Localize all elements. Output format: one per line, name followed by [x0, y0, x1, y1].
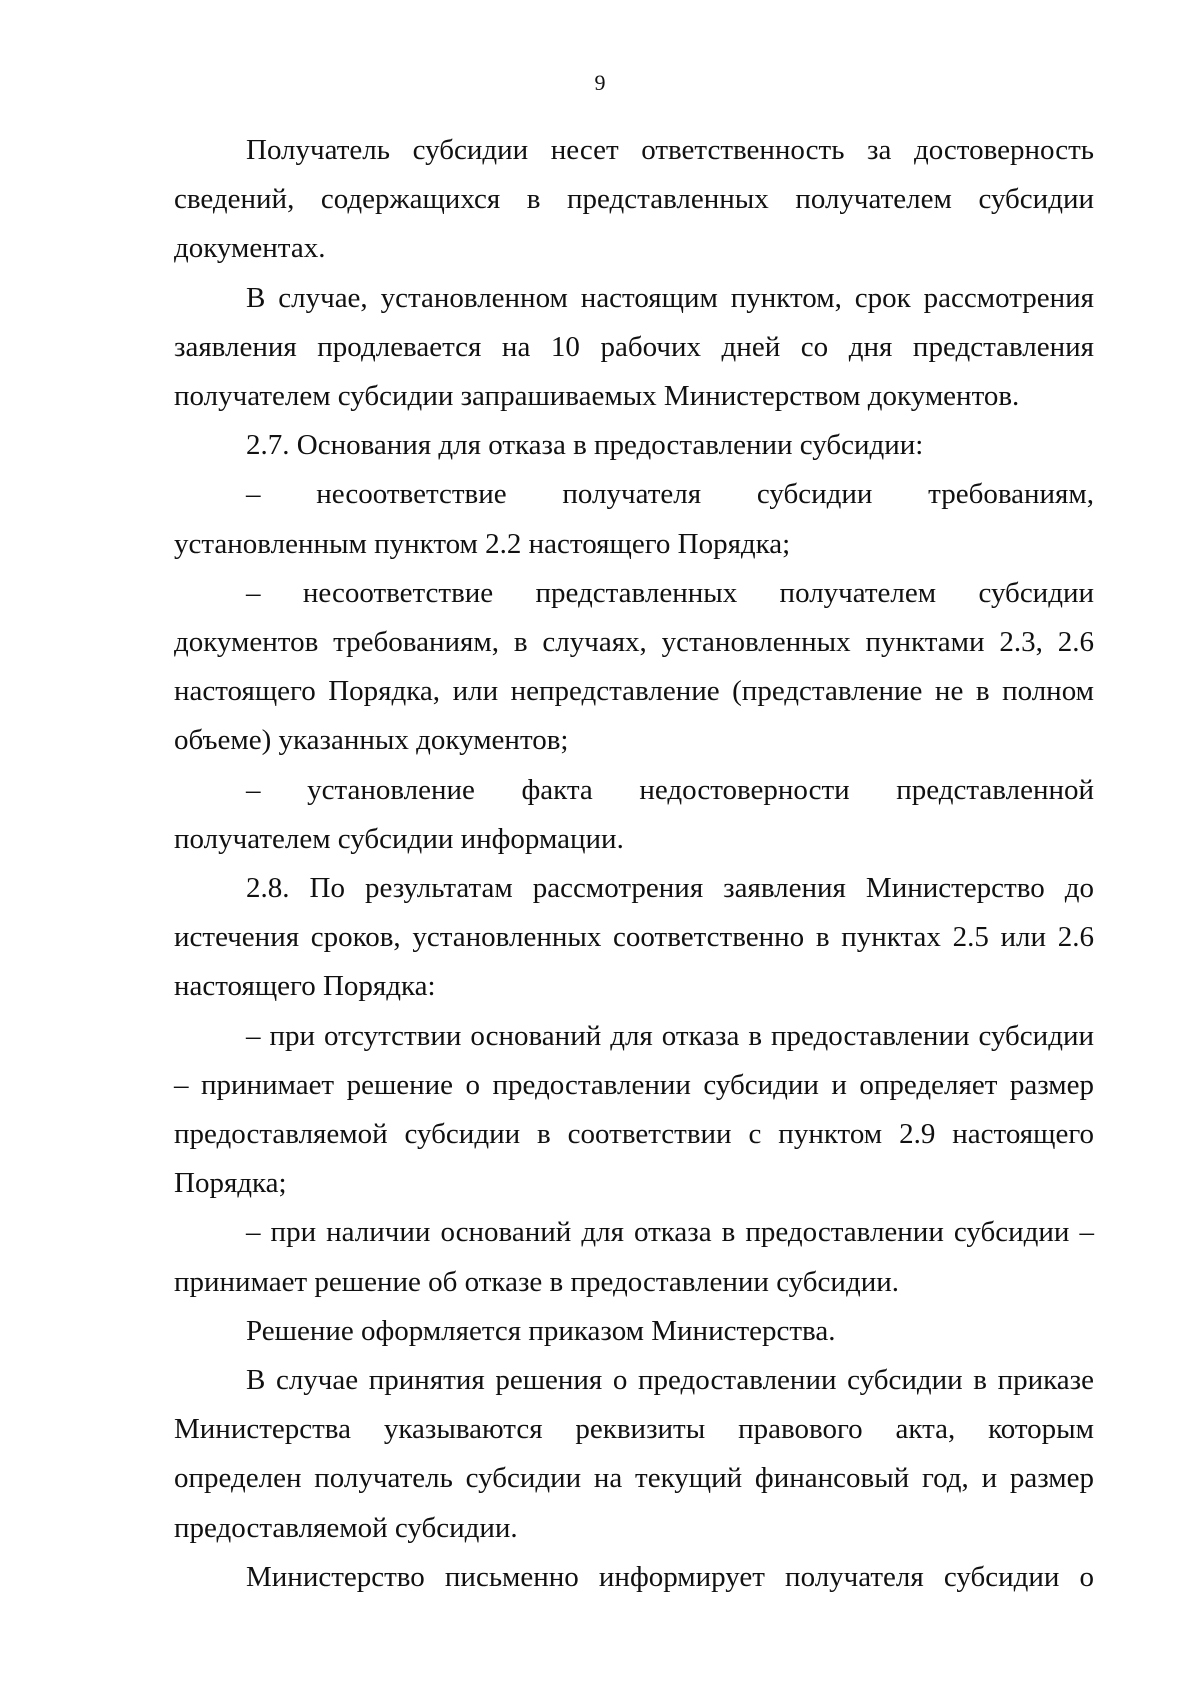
paragraph-written-notice: Министерство письменно информирует получателя субсидии о [246, 1560, 1094, 1593]
paragraph-order-formalization: Решение оформляется приказом Министерства. [246, 1314, 836, 1347]
paragraph-2-8-heading: 2.8. По результатам рассмотрения заявления Министерство до истечения сроков, установленных соответственно в пунктах 2.5 или 2.6 настоящего Порядка: [174, 872, 1094, 1003]
page-number: 9 [594, 70, 606, 95]
paragraph-order-details: В случае принятия решения о предоставлении субсидии в приказе Министерства указываются реквизиты правового акта, которым определен получатель субсидии на текущий финансовый год, и размер предоставляемой субсидии. [174, 1364, 1094, 1544]
list-item-documents-mismatch: – несоответствие представленных получателем субсидии документов требованиям, в случаях, установленных пунктами 2.3, 2.6 настоящего Порядка, или непредставление (представление не в полном объеме) указанных документов; [174, 576, 1094, 757]
paragraph-2-7-heading: 2.7. Основания для отказа в предоставлении субсидии: [246, 429, 924, 462]
list-item-recipient-mismatch: – несоответствие получателя субсидии требованиям, установленным пунктом 2.2 настоящего Порядка; [174, 478, 1094, 560]
list-item-grant-decision: – при отсутствии оснований для отказа в предоставлении субсидии – принимает решение о предоставлении субсидии и определяет размер предоставляемой субсидии в соответствии с пунктом 2.9 настоящего Порядка; [174, 1019, 1094, 1200]
paragraph-review-extension: В случае, установленном настоящим пунктом, срок рассмотрения заявления продлевается на 10 рабочих дней со дня представления получателем субсидии запрашиваемых Министерством документов. [174, 281, 1094, 413]
paragraph-recipient-responsibility: Получатель субсидии несет ответственность за достоверность сведений, содержащихся в представленных получателем субсидии документах. [174, 134, 1094, 265]
list-item-false-information: – установление факта недостоверности представленной получателем субсидии информации. [174, 773, 1094, 855]
list-item-refusal-decision: – при наличии оснований для отказа в предоставлении субсидии – принимает решение об отказе в предоставлении субсидии. [174, 1216, 1094, 1298]
document-body [174, 126, 1094, 1602]
